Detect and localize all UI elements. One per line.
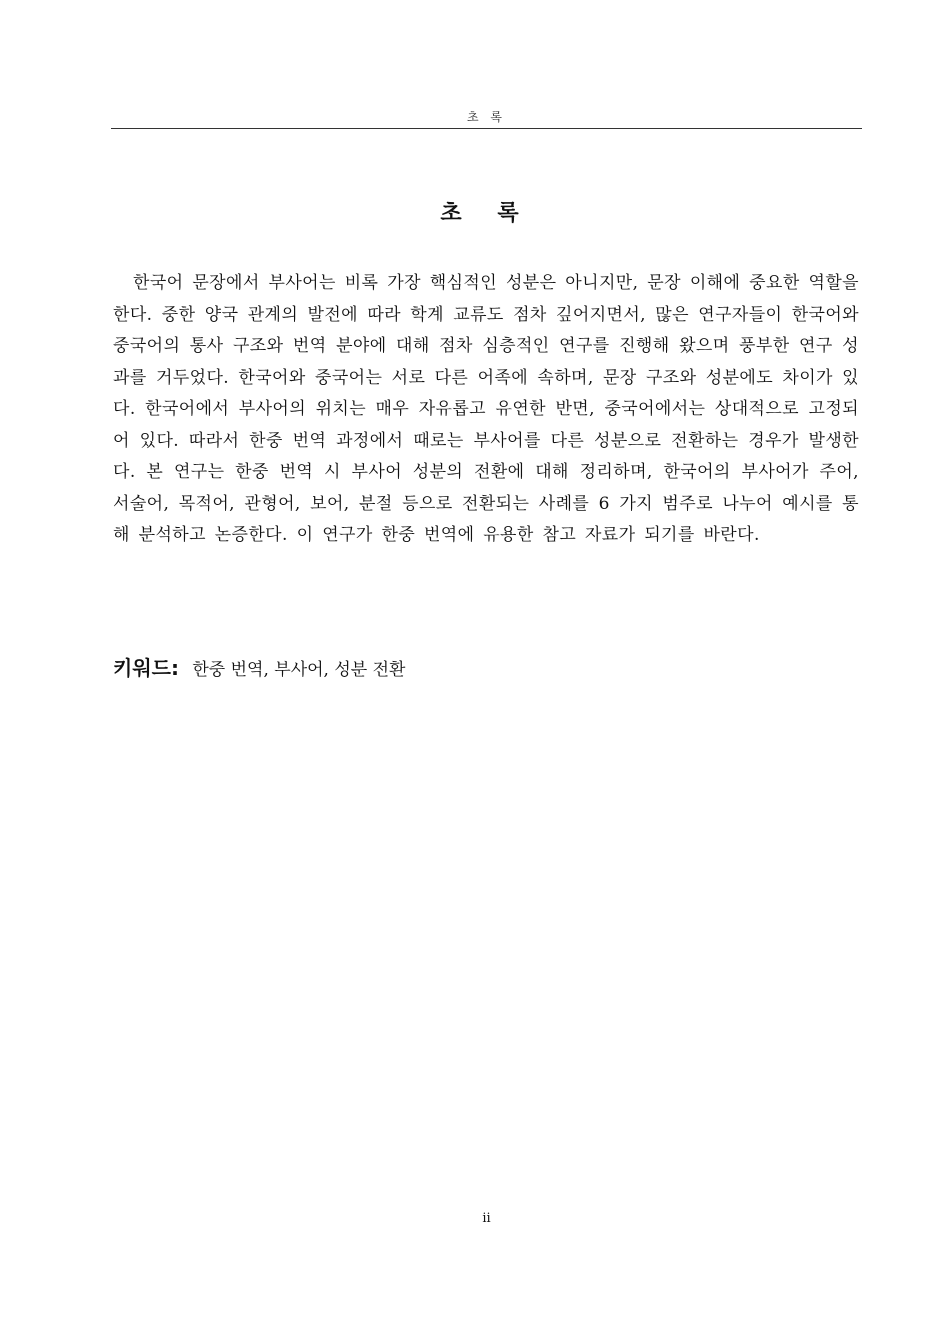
page-title: 초 록 (440, 200, 533, 226)
page-number: ii (482, 1211, 491, 1226)
keywords-label: 키워드: (113, 656, 179, 680)
header-divider (111, 128, 862, 129)
abstract-body: 한국어 문장에서 부사어는 비록 가장 핵심적인 성분은 아니지만, 문장 이해에 중요한 역할을 한다. 중한 양국 관계의 발전에 따라 학계 교류도 점차 깊어지면서, 많은 연구자들이 한국어와 중국어의 통사 구조와 번역 분야에 대해 점차 심층적인 연구를 진행해 왔으며 풍부한 연구 성과를 거두었다. 한국어와 중국어는 서로 다른 어족에 속하며, 문장 구조와 성분에도 차이가 있다. 한국어에서 부사어의 위치는 매우 자유롭고 유연한 반면, 중국어에서는 상대적으로 고정되어 있다. 따라서 한중 번역 과정에서 때로는 부사어를 다른 성분으로 전환하는 경우가 발생한다. 본 연구는 한중 번역 시 부사어 성분의 전환에 대해 정리하며, 한국어의 부사어가 주어, 서술어, 목적어, 관형어, 보어, 분절 등으로 전환되는 사례를 6 가지 범주로 나누어 예시를 통해 분석하고 논증한다. 이 연구가 한중 번역에 유용한 참고 자료가 되기를 바란다. (113, 273, 859, 545)
keywords-line (113, 652, 859, 681)
keywords-value: 한중 번역, 부사어, 성분 전환 (192, 660, 406, 680)
running-header: 초 록 (467, 110, 506, 124)
